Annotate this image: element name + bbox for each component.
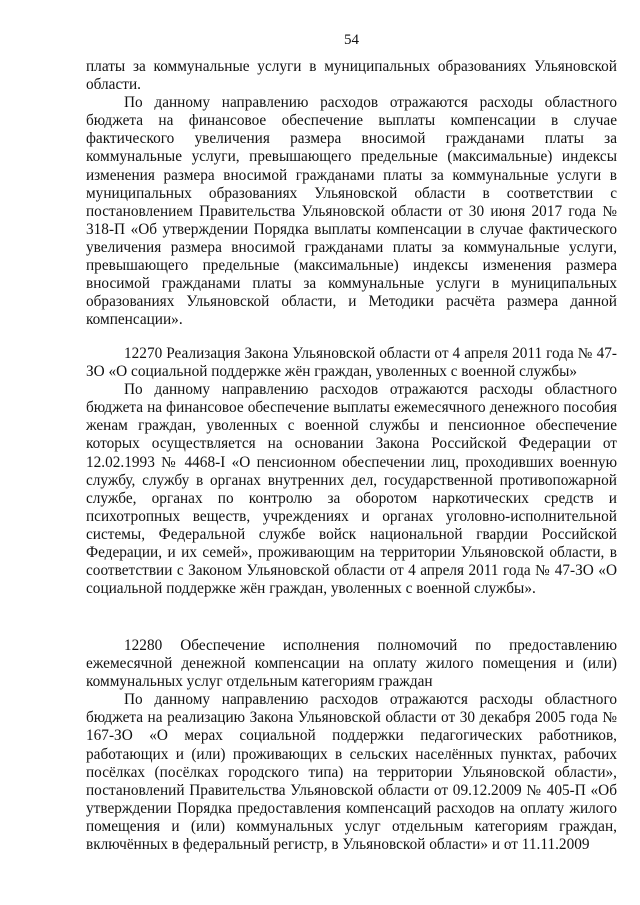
paragraph-12270-description: По данному направлению расходов отражаются расходы областного бюджета на финансовое обеспечение выплаты ежемесячного денежного пособия женам граждан, уволенных с военной службы и пенсионное обеспечение которых осуществляется на основании Закона Российской Федерации от 12.02.1993 № 4468-I «О пенсионном обеспечении лиц, проходивших военную службу, службу в органах внутренних дел, государственной противопожарной службе, органах по контролю за оборотом наркотических средств и психотропных веществ, учреждениях и органах уголовно-исполнительной системы, Федеральной службе войск национальной гвардии Российской Федерации, и их семей», проживающим на территории Ульяновской области, в соответствии с Законом Ульяновской области от 4 апреля 2011 года № 47-ЗО «О социальной поддержке жён граждан, уволенных с военной службы».	[86, 381, 617, 598]
section-heading-12270: 12270 Реализация Закона Ульяновской области от 4 апреля 2011 года № 47-ЗО «О социальной поддержке жён граждан, уволенных с военной службы»	[86, 345, 617, 381]
text-block-12280	[86, 637, 617, 854]
paragraph-12280-description: По данному направлению расходов отражаются расходы областного бюджета на реализацию Закона Ульяновской области от 30 декабря 2005 года № 167-ЗО «О мерах социальной поддержки педагогических работников, работающих и (или) проживающих в сельских населённых пунктах, рабочих посёлках (посёлках городского типа) на территории Ульяновской области», постановлений Правительства Ульяновской области от 09.12.2009 № 405-П «Об утверждении Порядка предоставления компенсаций расходов на оплату жилого помещения и (или) коммунальных услуг отдельным категориям граждан, включённых в федеральный регистр, в Ульяновской области» и от 11.11.2009	[86, 691, 617, 854]
page-number: 54	[344, 32, 359, 48]
text-block-12270	[86, 345, 617, 598]
text-block-compensation	[86, 58, 617, 329]
paragraph-compensation-description: По данному направлению расходов отражаются расходы областного бюджета на финансовое обеспечение выплаты компенсации в случае фактического увеличения размера вносимой гражданами платы за коммунальные услуги, превышающего предельные (максимальные) индексы изменения размера вносимой гражданами платы за коммунальные услуги в муниципальных образованиях Ульяновской области в соответствии с постановлением Правительства Ульяновской области от 30 июня 2017 года № 318-П «Об утверждении Порядка выплаты компенсации в случае фактического увеличения размера вносимой гражданами платы за коммунальные услуги, превышающего предельные (максимальные) индексы изменения размера вносимой гражданами платы за коммунальные услуги в муниципальных образованиях Ульяновской области, и Методики расчёта размера данной компенсации».	[86, 94, 617, 329]
section-heading-12280: 12280 Обеспечение исполнения полномочий по предоставлению ежемесячной денежной компенсации на оплату жилого помещения и (или) коммунальных услуг отдельным категориям граждан	[86, 637, 617, 691]
paragraph-continuation: платы за коммунальные услуги в муниципальных образованиях Ульяновской области.	[86, 58, 617, 94]
